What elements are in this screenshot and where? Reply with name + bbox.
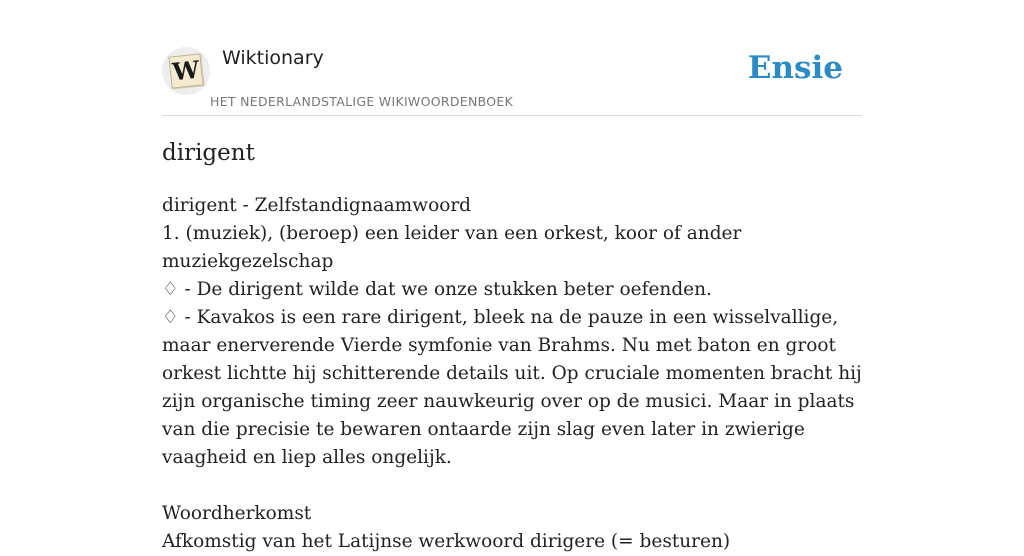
part-of-speech-line: dirigent - Zelfstandignaamwoord — [162, 195, 472, 216]
entry-card — [162, 0, 862, 552]
site-tagline: HET NEDERLANDSTALIGE WIKIWOORDENBOEK — [210, 94, 514, 109]
entry-content — [162, 192, 862, 556]
wiktionary-logo[interactable] — [162, 47, 210, 95]
etymology-text: Afkomstig van het Latijnse werkwoord dirigere (= besturen) — [162, 531, 731, 552]
header-divider — [162, 115, 862, 116]
etymology-heading: Woordherkomst — [162, 503, 312, 524]
section-spacer — [162, 472, 862, 500]
entry-word: dirigent — [162, 140, 255, 166]
definition: 1. (muziek), (beroep) een leider van een orkest, koor of ander muziekgezelschap — [162, 223, 742, 272]
site-name[interactable]: Wiktionary — [222, 47, 324, 69]
example-1: ♢ - De dirigent wilde dat we onze stukken beter oefenden. — [162, 279, 712, 300]
ensie-logo[interactable]: Ensie — [747, 50, 843, 86]
wiktionary-w-icon: W — [168, 53, 203, 88]
example-2: ♢ - Kavakos is een rare dirigent, bleek na de pauze in een wisselvallige, maar enerverende Vierde symfonie van Brahms. Nu met baton en groot orkest lichtte hij schitterende details uit. Op cruciale momenten bracht hij zijn organische timing zeer nauwkeurig over op de musici. Maar in plaats van die precisie te bewaren ontaarde zijn slag even later in zwierige vaagheid en liep alles ongelijk. — [162, 307, 862, 468]
